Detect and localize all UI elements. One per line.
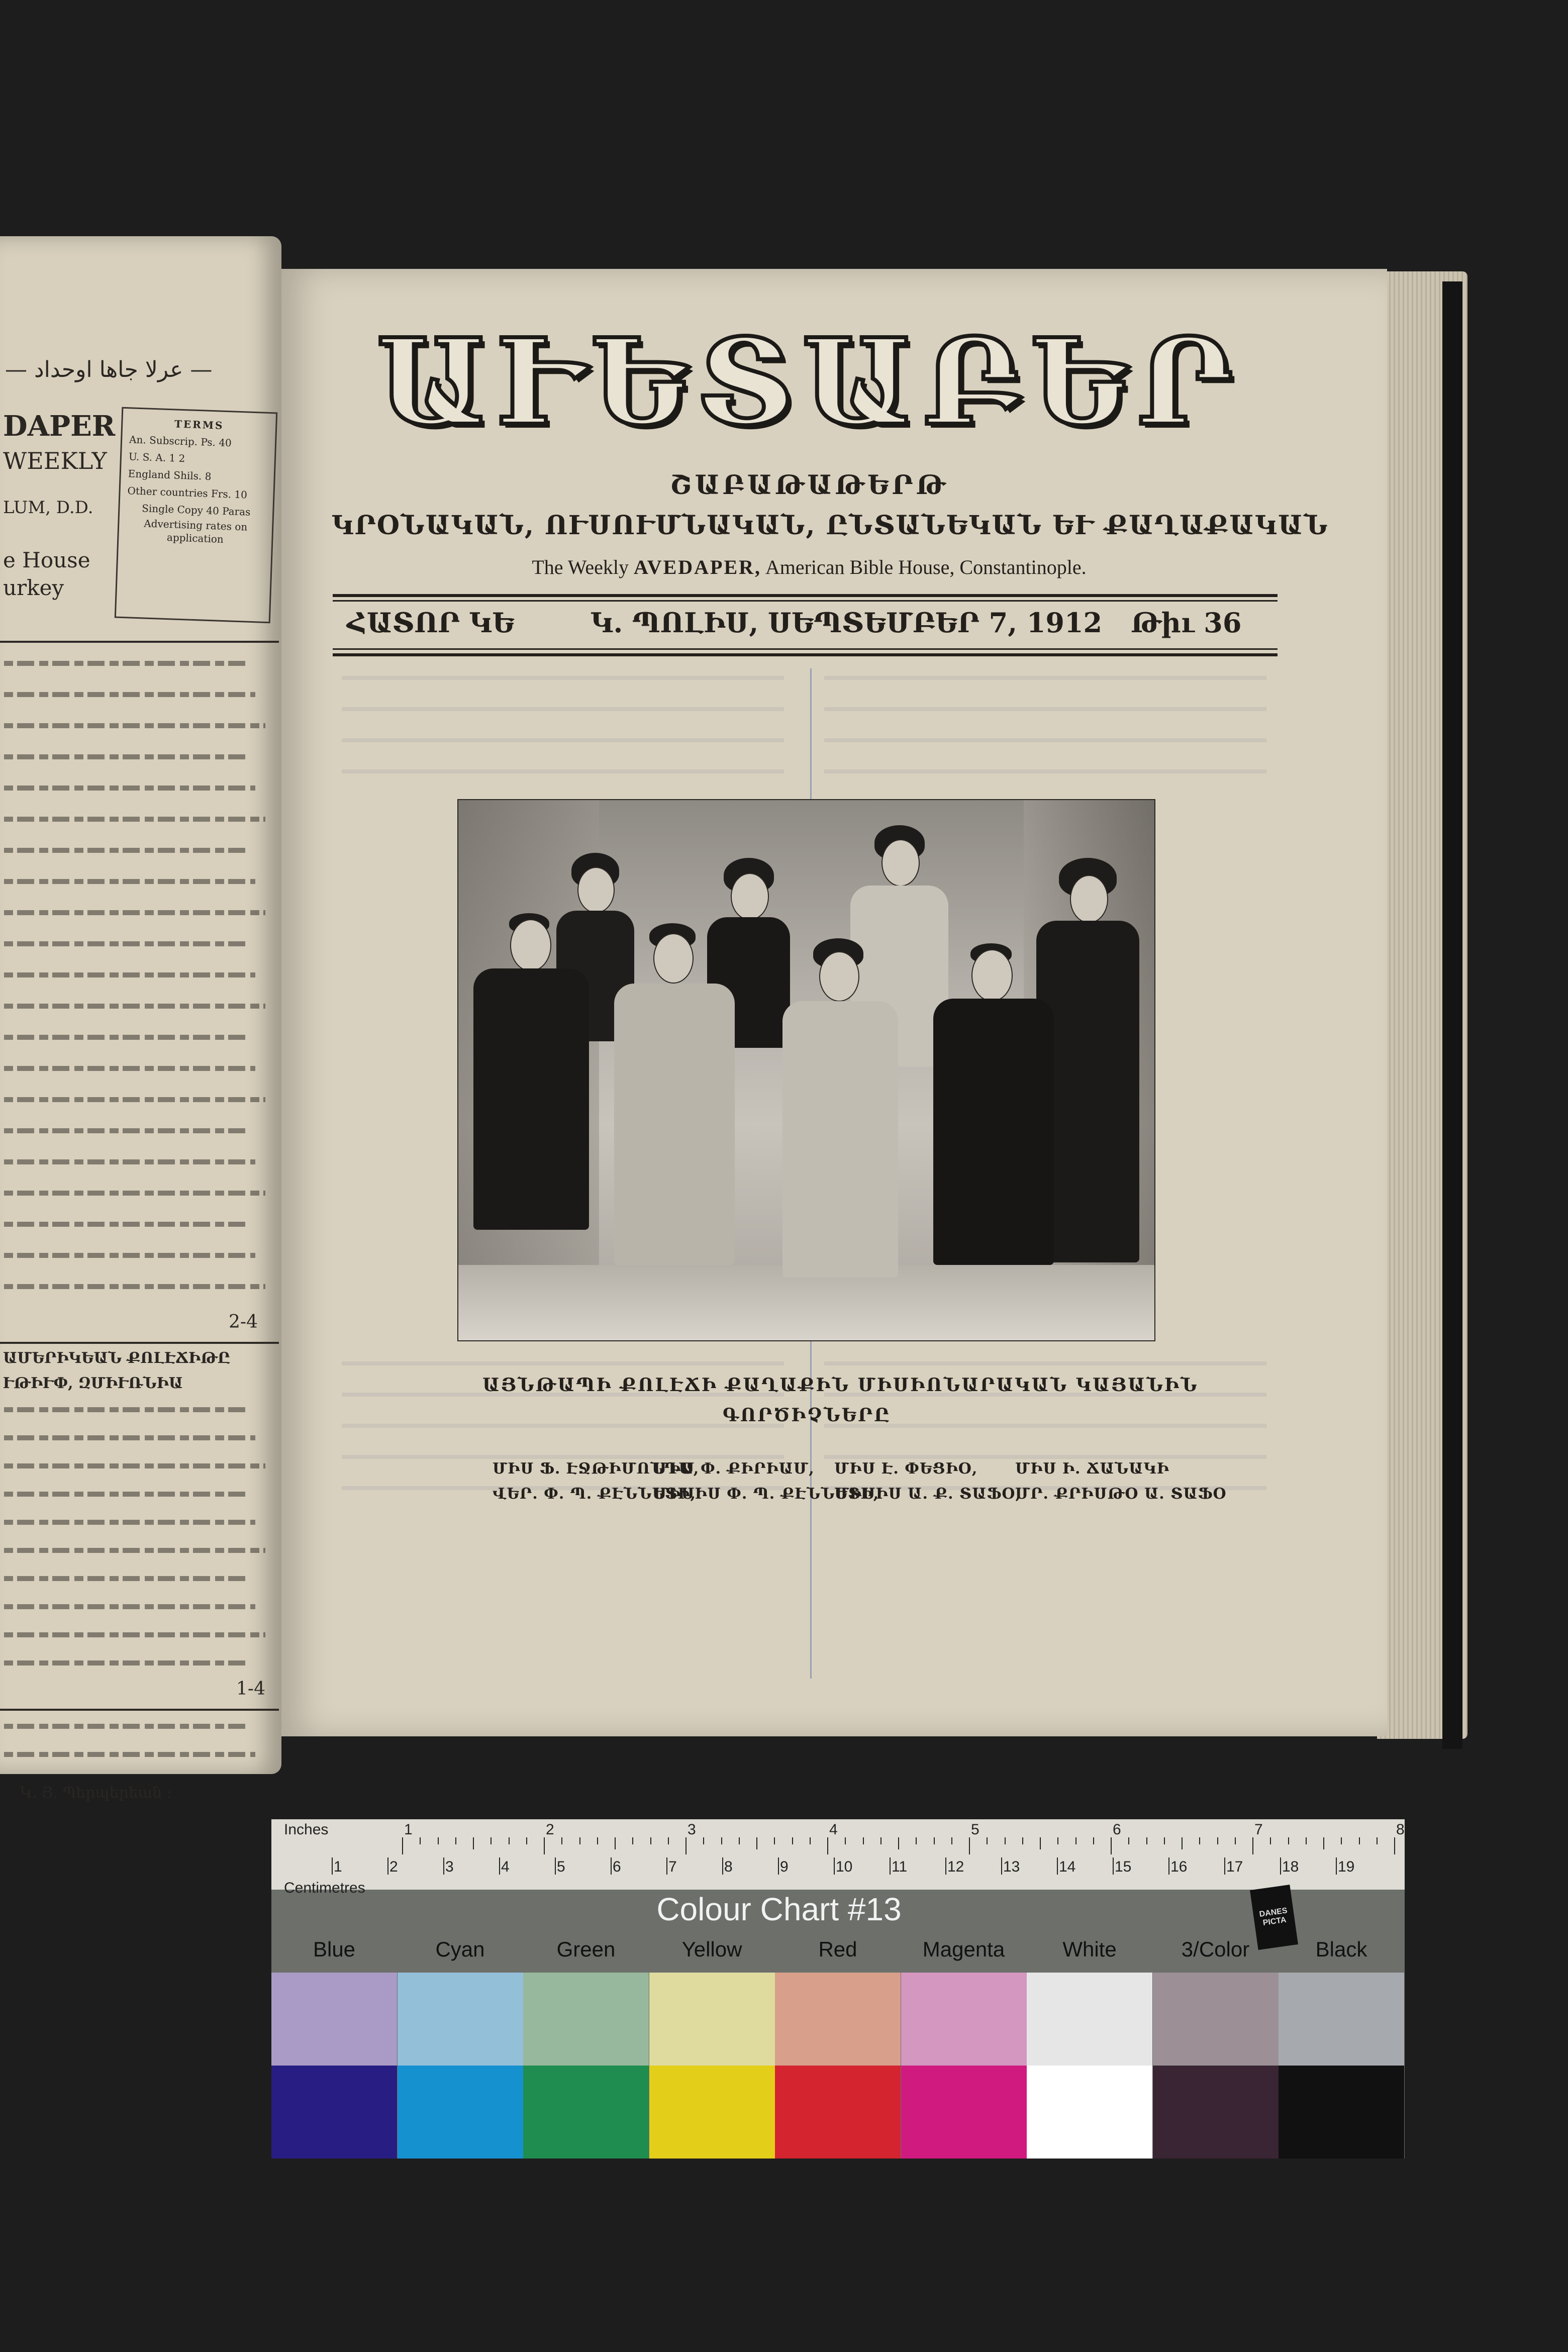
ruler-inch-number: 7 bbox=[1254, 1821, 1263, 1838]
caption-name: ՄԻՍԻՍ Փ. Պ. ՔԷՆՆԵՏԻ, bbox=[653, 1485, 879, 1503]
ruler-inch-number: 5 bbox=[971, 1821, 979, 1838]
header-rule bbox=[333, 600, 1278, 602]
ruler-tick bbox=[721, 1837, 722, 1844]
ruler-tick bbox=[1270, 1837, 1271, 1844]
bleed-line bbox=[342, 1361, 784, 1365]
swatch-tint bbox=[1279, 1973, 1404, 2066]
ruler-tick bbox=[1040, 1837, 1041, 1849]
illegible-text-line bbox=[4, 1632, 265, 1637]
swatch-label: White bbox=[1062, 1937, 1117, 1961]
terms-line: England Shils. 8 bbox=[128, 467, 212, 483]
left-rule bbox=[0, 1709, 279, 1711]
bleed-line bbox=[342, 707, 784, 711]
swatch-solid bbox=[901, 2066, 1027, 2159]
ruler-tick bbox=[1057, 1857, 1058, 1875]
ruler-tick bbox=[1093, 1837, 1094, 1844]
illegible-text-line bbox=[4, 1604, 255, 1609]
ruler bbox=[271, 1819, 1405, 1890]
ruler-tick bbox=[597, 1837, 598, 1844]
swatch-label: Blue bbox=[313, 1937, 356, 1961]
ruler-tick bbox=[611, 1857, 612, 1875]
english-tagline bbox=[332, 555, 1287, 579]
ruler-tick bbox=[756, 1837, 757, 1849]
bleed-line bbox=[342, 738, 784, 742]
ruler-tick bbox=[1341, 1837, 1342, 1844]
ruler-tick bbox=[1005, 1837, 1006, 1844]
ruler-cm-number: 14 bbox=[1059, 1858, 1076, 1875]
caption-name: ՄԻՍ Ֆ. ԷՋԹԻՄՈՆԴԱ, bbox=[493, 1460, 700, 1478]
ruler-tick bbox=[402, 1837, 403, 1854]
ruler-tick bbox=[1168, 1857, 1169, 1875]
ruler-inch-number: 8 bbox=[1396, 1821, 1405, 1838]
ruler-cm-number: 3 bbox=[445, 1858, 454, 1875]
ruler-tick bbox=[890, 1857, 891, 1875]
ruler-tick bbox=[544, 1837, 545, 1854]
bleed-line bbox=[342, 676, 784, 680]
ruler-tick bbox=[898, 1837, 899, 1849]
ruler-tick bbox=[387, 1857, 388, 1875]
illegible-text-line bbox=[4, 1548, 265, 1553]
header-rule bbox=[333, 594, 1278, 597]
illegible-text-line bbox=[4, 1004, 265, 1009]
ruler-cm-number: 6 bbox=[613, 1858, 621, 1875]
illegible-text-line bbox=[4, 1520, 255, 1525]
left-section-heading: ՒԹԻՒՓ, ԶՄԻՒՌՆԻԱ bbox=[3, 1375, 183, 1392]
caption-name: ՄԻՍ Ի. ՃԱՆԱԿԻ bbox=[1015, 1460, 1169, 1478]
ruler-tick bbox=[1359, 1837, 1360, 1844]
swatch-label: Black bbox=[1315, 1937, 1367, 1961]
ruler-cm-number: 1 bbox=[334, 1858, 342, 1875]
illegible-text-line bbox=[4, 1576, 245, 1581]
illegible-text-line bbox=[4, 1253, 255, 1258]
ruler-tick bbox=[438, 1837, 439, 1844]
ruler-tick bbox=[1252, 1837, 1253, 1854]
ruler-cm-number: 2 bbox=[389, 1858, 398, 1875]
caption-name: ՎԵՐ. Փ. Պ. ՔԷՆՆԵՏԻ, bbox=[493, 1485, 697, 1503]
caption-name: ՄԻՍ Փ. ՔԻՐԻԱՄ, bbox=[653, 1460, 815, 1478]
english-paper-name: AVEDAPER, bbox=[633, 556, 762, 578]
left-signature: Կ. Յ. Պերպերեան : bbox=[20, 1784, 172, 1802]
swatch-label: Yellow bbox=[681, 1937, 742, 1961]
ruler-cm-number: 11 bbox=[892, 1858, 908, 1875]
ruler-cm-number: 18 bbox=[1282, 1858, 1299, 1875]
swatch-solid bbox=[649, 2066, 775, 2159]
ruler-tick bbox=[1217, 1837, 1218, 1844]
ruler-tick bbox=[1022, 1837, 1023, 1844]
swatch-tint bbox=[1153, 1973, 1279, 2066]
swatch-tint bbox=[523, 1973, 649, 2066]
bleed-line bbox=[824, 1361, 1266, 1365]
ruler-tick bbox=[778, 1857, 779, 1875]
swatch-tint bbox=[649, 1973, 775, 2066]
illegible-text-line bbox=[4, 817, 265, 822]
left-rule bbox=[0, 1342, 279, 1344]
left-address-2: urkey bbox=[3, 575, 64, 600]
ruler-tick bbox=[1280, 1857, 1281, 1875]
terms-line: An. Subscrip. Ps. 40 bbox=[129, 433, 232, 449]
terms-line: U. S. A. 1 2 bbox=[128, 450, 185, 465]
illegible-text-line bbox=[4, 723, 265, 728]
ruler-tick bbox=[934, 1837, 935, 1844]
photo-caption-title: ԳՈՐԾԻՉՆԵՐԸ bbox=[722, 1405, 891, 1426]
ruler-tick bbox=[810, 1837, 811, 1844]
illegible-text-line bbox=[4, 1407, 245, 1412]
ruler-tick bbox=[774, 1837, 775, 1844]
ruler-inch-number: 4 bbox=[829, 1821, 838, 1838]
ruler-tick bbox=[526, 1837, 527, 1844]
swatch-tint bbox=[901, 1973, 1027, 2066]
ruler-inch-number: 3 bbox=[688, 1821, 696, 1838]
illegible-text-line bbox=[4, 1128, 245, 1133]
bleed-line bbox=[824, 707, 1266, 711]
ruler-cm-number: 5 bbox=[557, 1858, 565, 1875]
ruler-tick bbox=[1288, 1837, 1289, 1844]
book-cover bbox=[1442, 281, 1462, 1749]
swatch-label: Magenta bbox=[922, 1937, 1005, 1961]
ruler-tick bbox=[561, 1837, 562, 1844]
group-photograph bbox=[457, 799, 1155, 1341]
ruler-tick bbox=[615, 1837, 616, 1849]
illegible-text-line bbox=[4, 910, 265, 915]
ruler-tick bbox=[509, 1837, 510, 1844]
masthead-tagline: ԿՐՕՆԱԿԱՆ, ՈՒՍՈՒՄՆԱԿԱՆ, ԸՆՏԱՆԵԿԱՆ ԵՒ ՔԱՂԱՔԱԿԱՆ bbox=[332, 510, 1329, 541]
masthead-subtitle: ՇԱԲԱԹԱԹԵՐԹ bbox=[669, 470, 949, 501]
ruler-tick bbox=[1377, 1837, 1378, 1844]
terms-line: Single Copy 40 Paras bbox=[141, 502, 251, 518]
terms-line: Other countries Frs. 10 bbox=[127, 484, 248, 501]
swatch-tint bbox=[398, 1973, 523, 2066]
swatch-solid bbox=[523, 2066, 649, 2159]
issue-volume: ՀԱՏՈՐ ԿԵ bbox=[347, 607, 515, 639]
ruler-tick bbox=[632, 1837, 633, 1844]
ruler-cm-number: 9 bbox=[780, 1858, 789, 1875]
ruler-inch-number: 2 bbox=[546, 1821, 554, 1838]
ruler-cm-number: 19 bbox=[1338, 1858, 1355, 1875]
ruler-tick bbox=[880, 1837, 881, 1844]
illegible-text-line bbox=[4, 1191, 265, 1196]
ruler-tick bbox=[473, 1837, 474, 1849]
illegible-text-line bbox=[4, 879, 255, 884]
swatch-solid bbox=[1153, 2066, 1279, 2159]
ruler-cm-number: 16 bbox=[1170, 1858, 1188, 1875]
ruler-cm-number: 7 bbox=[668, 1858, 677, 1875]
header-rule bbox=[333, 648, 1278, 650]
bleed-line bbox=[824, 769, 1266, 773]
swatch-label: Green bbox=[556, 1937, 616, 1961]
ruler-inches-label: Inches bbox=[284, 1821, 329, 1838]
swatch-tint bbox=[271, 1973, 397, 2066]
ruler-tick bbox=[668, 1837, 669, 1844]
ruler-tick bbox=[1182, 1837, 1183, 1849]
ruler-tick bbox=[792, 1837, 793, 1844]
swatch-solid bbox=[775, 2066, 901, 2159]
bleed-line bbox=[824, 738, 1266, 742]
ruler-tick bbox=[420, 1837, 421, 1844]
swatch-label: 3/Color bbox=[1181, 1937, 1250, 1961]
swatch-label: Cyan bbox=[435, 1937, 485, 1961]
illegible-text-line bbox=[4, 941, 245, 946]
issue-date: Կ. ՊՈԼԻՍ, ՍԵՊՏԵՄԲԵՐ 7, 1912 bbox=[591, 607, 1103, 639]
ruler-inch-number: 1 bbox=[404, 1821, 413, 1838]
ruler-cm-number: 17 bbox=[1226, 1858, 1243, 1875]
ruler-tick bbox=[863, 1837, 864, 1844]
ruler-tick bbox=[1199, 1837, 1200, 1844]
swatch-solid bbox=[398, 2066, 523, 2159]
ruler-tick bbox=[739, 1837, 740, 1844]
terms-box bbox=[115, 407, 277, 624]
ruler-cm-number: 12 bbox=[947, 1858, 964, 1875]
ruler-cm-number: 8 bbox=[724, 1858, 733, 1875]
left-editor: LUM, D.D. bbox=[3, 498, 93, 518]
left-masthead-fragment: DAPER bbox=[3, 410, 116, 443]
ruler-tick bbox=[555, 1857, 556, 1875]
masthead-title: ԱՒԵՏԱԲԵՐ bbox=[376, 312, 1242, 452]
ruler-cm-label: Centimetres bbox=[284, 1880, 365, 1896]
ruler-tick bbox=[916, 1837, 917, 1844]
illegible-text-line bbox=[4, 848, 245, 853]
ruler-tick bbox=[443, 1857, 444, 1875]
left-note-ref: 2-4 bbox=[229, 1312, 258, 1332]
ruler-tick bbox=[987, 1837, 988, 1844]
illegible-text-line bbox=[4, 1222, 245, 1227]
left-weekly: WEEKLY bbox=[3, 447, 107, 474]
terms-line: Advertising rates on application bbox=[143, 517, 248, 545]
english-suffix: American Bible House, Constantinople. bbox=[765, 556, 1087, 578]
left-rule bbox=[0, 641, 279, 643]
left-address-1: e House bbox=[3, 548, 90, 572]
ruler-tick bbox=[951, 1837, 952, 1844]
illegible-text-line bbox=[4, 1752, 255, 1757]
ruler-tick bbox=[1075, 1837, 1076, 1844]
ruler-tick bbox=[685, 1837, 687, 1854]
caption-name: ՄՐ. ՔՐԻՍԹՕ Ա. ՏԱՖՕ bbox=[1015, 1485, 1227, 1503]
left-note-ref: 1-4 bbox=[236, 1679, 265, 1699]
terms-heading: TERMS bbox=[174, 418, 224, 432]
illegible-text-line bbox=[4, 1660, 245, 1665]
illegible-text-line bbox=[4, 1463, 265, 1468]
illegible-text-line bbox=[4, 1724, 245, 1729]
bleed-line bbox=[342, 769, 784, 773]
illegible-text-line bbox=[4, 1159, 255, 1164]
illegible-text-line bbox=[4, 1066, 255, 1071]
ruler-tick bbox=[1224, 1857, 1225, 1875]
ruler-tick bbox=[499, 1857, 500, 1875]
ruler-tick bbox=[650, 1837, 651, 1844]
bleed-line bbox=[824, 676, 1266, 680]
caption-name: ՄԻՍԻՍ Ա. Ք. ՏԱՖՕ, bbox=[834, 1485, 1021, 1503]
ruler-tick bbox=[1235, 1837, 1236, 1844]
ruler-tick bbox=[1394, 1837, 1395, 1854]
illegible-text-line bbox=[4, 1492, 245, 1497]
ruler-tick bbox=[1323, 1837, 1324, 1849]
ruler-tick bbox=[666, 1857, 667, 1875]
ruler-tick bbox=[332, 1857, 333, 1875]
ruler-tick bbox=[834, 1857, 835, 1875]
colour-chart-title: Colour Chart #13 bbox=[656, 1891, 902, 1927]
illegible-text-line bbox=[4, 972, 255, 977]
ruler-cm-number: 15 bbox=[1115, 1858, 1132, 1875]
ruler-tick bbox=[1146, 1837, 1147, 1844]
illegible-text-line bbox=[4, 1284, 265, 1289]
english-prefix: The Weekly bbox=[532, 556, 629, 578]
swatch-label: Red bbox=[818, 1937, 857, 1961]
ruler-tick bbox=[845, 1837, 846, 1844]
ruler-tick bbox=[722, 1857, 723, 1875]
illegible-text-line bbox=[4, 661, 245, 666]
swatch-solid bbox=[1027, 2066, 1152, 2159]
ruler-tick bbox=[1111, 1837, 1112, 1854]
ruler-tick bbox=[1306, 1837, 1307, 1844]
ruler-tick bbox=[827, 1837, 828, 1854]
ruler-tick bbox=[1057, 1837, 1058, 1844]
ruler-inch-number: 6 bbox=[1113, 1821, 1121, 1838]
illegible-text-line bbox=[4, 692, 255, 697]
illegible-text-line bbox=[4, 1435, 255, 1440]
ruler-cm-number: 10 bbox=[836, 1858, 853, 1875]
ruler-tick bbox=[579, 1837, 580, 1844]
caption-name: ՄԻՍ Է. ՓԵՑԻՕ, bbox=[834, 1460, 978, 1478]
ruler-tick bbox=[945, 1857, 946, 1875]
header-rule bbox=[333, 653, 1278, 656]
swatch-solid bbox=[1279, 2066, 1404, 2159]
issue-number: Թիւ 36 bbox=[1131, 607, 1242, 639]
ruler-tick bbox=[491, 1837, 492, 1844]
ruler-cm-number: 4 bbox=[501, 1858, 510, 1875]
photo-caption-title: ԱՅՆԹԱՊԻ ՔՈԼԷՃԻ ՔԱՂԱՔԻՆ ՄԻՍԻՈՆԱՐԱԿԱՆ ԿԱՅԱՆԻՆ bbox=[482, 1375, 1199, 1396]
bleed-line bbox=[824, 1455, 1266, 1459]
illegible-text-line bbox=[4, 786, 255, 791]
left-script-line: — عرلا جاها اوحداد — bbox=[5, 357, 213, 382]
left-section-heading: ԱՄԵՐԻԿԵԱՆ ՔՈԼԷՃԻԹԸ bbox=[3, 1349, 230, 1367]
ruler-tick bbox=[1164, 1837, 1165, 1844]
ruler-tick bbox=[1113, 1857, 1114, 1875]
bleed-line bbox=[342, 1455, 784, 1459]
ruler-tick bbox=[455, 1837, 456, 1844]
ruler-tick bbox=[1128, 1837, 1129, 1844]
ruler-tick bbox=[1001, 1857, 1002, 1875]
swatch-solid bbox=[271, 2066, 397, 2159]
illegible-text-line bbox=[4, 1097, 265, 1102]
illegible-text-line bbox=[4, 754, 245, 759]
ruler-tick bbox=[1336, 1857, 1337, 1875]
ruler-tick bbox=[969, 1837, 970, 1854]
illegible-text-line bbox=[4, 1035, 245, 1040]
ruler-cm-number: 13 bbox=[1003, 1858, 1020, 1875]
swatch-tint bbox=[775, 1973, 901, 2066]
brand-logo: DANES PICTA bbox=[1250, 1885, 1298, 1950]
swatch-tint bbox=[1027, 1973, 1152, 2066]
ruler-tick bbox=[703, 1837, 704, 1844]
left-page bbox=[0, 236, 281, 1802]
